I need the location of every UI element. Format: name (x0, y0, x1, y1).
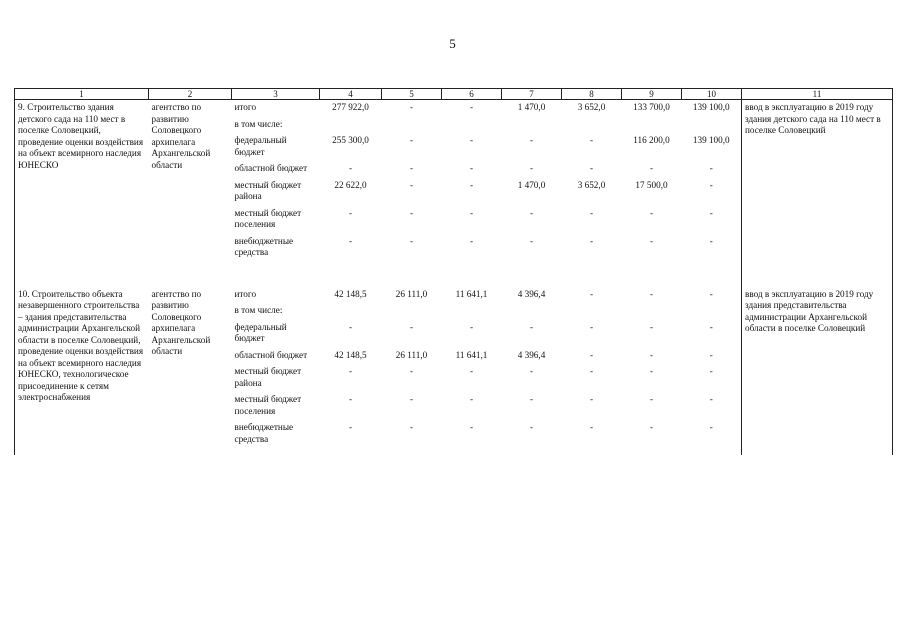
funding-value: - (589, 135, 594, 145)
funding-value: - (348, 235, 353, 246)
funding-value: - (589, 366, 594, 376)
project-title: 10. Строительство объекта незавершенного строительства – здания представительства администрации Архангельской области в поселке Соловецкий, проведение оценки воздействия на объект всемирного наследия ЮНЕСКО, технологическое присоединение к сетям электроснабжения (15, 269, 149, 456)
funding-value: - (469, 163, 474, 173)
responsible-agency: агентство по развитию Соловецкого архипелага Архангельской области (151, 288, 211, 356)
funding-value: - (709, 349, 713, 360)
funding-value: - (409, 422, 414, 432)
funding-value: - (469, 422, 474, 432)
funding-value: - (709, 422, 713, 432)
funding-value (502, 114, 562, 131)
funding-value: - (409, 179, 414, 190)
funding-value: - (348, 422, 353, 432)
funding-value: - (649, 235, 654, 246)
funding-source: местный бюджет района (234, 366, 302, 388)
funding-value: - (529, 422, 534, 432)
page-number: 5 (449, 36, 456, 51)
funding-source: итого (234, 288, 257, 299)
funding-value: 1 470,0 (517, 102, 546, 112)
column-header: 1 (15, 89, 149, 100)
funding-value: 1 470,0 (517, 179, 546, 190)
expected-result: ввод в эксплуатацию в 2019 году здания детского сада на 110 мест в поселке Соловецкий (742, 100, 893, 269)
column-header: 5 (382, 89, 442, 100)
funding-value (682, 300, 742, 317)
funding-value: - (709, 394, 713, 404)
funding-value: 42 148,5 (334, 349, 367, 360)
funding-value (682, 114, 742, 131)
funding-value (442, 114, 502, 131)
funding-source: областной бюджет (234, 163, 308, 173)
funding-value: 3 652,0 (577, 102, 606, 112)
funding-value: - (469, 102, 474, 112)
funding-value (562, 114, 622, 131)
funding-value: - (709, 321, 713, 332)
funding-value: - (529, 394, 534, 404)
funding-value: 26 111,0 (395, 349, 428, 360)
responsible-agency: агентство по развитию Соловецкого архипелага Архангельской области (151, 102, 211, 170)
column-header: 6 (442, 89, 502, 100)
funding-value: - (469, 135, 474, 145)
funding-value: - (409, 207, 414, 218)
funding-value: - (589, 349, 594, 360)
funding-value: 42 148,5 (334, 288, 367, 299)
funding-value (320, 300, 382, 317)
funding-value (622, 300, 682, 317)
funding-source: в том числе: (234, 305, 283, 315)
funding-value: - (709, 288, 713, 299)
funding-value: 22 622,0 (334, 179, 367, 190)
column-header: 3 (232, 89, 320, 100)
funding-value: - (649, 288, 654, 299)
table-row (15, 100, 893, 114)
funding-value: - (409, 163, 414, 173)
funding-value: - (589, 235, 594, 246)
column-header: 7 (502, 89, 562, 100)
funding-value: - (348, 163, 353, 173)
funding-value: - (709, 366, 713, 376)
funding-value (382, 114, 442, 131)
expected-result: ввод в эксплуатацию в 2019 году здания представительства администрации Архангельской области в поселке Соловецкий (742, 269, 893, 456)
column-header: 9 (622, 89, 682, 100)
funding-value: - (469, 179, 474, 190)
funding-value: - (469, 235, 474, 246)
funding-value: - (649, 366, 654, 376)
funding-source: итого (234, 102, 257, 112)
funding-value: - (649, 422, 654, 432)
funding-value: - (649, 349, 654, 360)
funding-value: - (709, 235, 713, 246)
column-header: 11 (742, 89, 893, 100)
funding-value: - (649, 207, 654, 218)
funding-value: 255 300,0 (332, 135, 369, 145)
funding-value: - (348, 321, 353, 332)
funding-value: - (529, 366, 534, 376)
funding-value: 26 111,0 (395, 288, 428, 299)
funding-value: - (589, 321, 594, 332)
funding-value: - (589, 394, 594, 404)
funding-value: 17 500,0 (635, 179, 668, 190)
funding-value: - (409, 102, 414, 112)
funding-value: - (649, 394, 654, 404)
column-header: 4 (320, 89, 382, 100)
funding-value: - (529, 163, 534, 173)
funding-value: - (469, 321, 474, 332)
column-header: 2 (149, 89, 232, 100)
funding-value: - (589, 163, 594, 173)
funding-source: внебюджетные средства (234, 235, 294, 257)
funding-value: - (529, 135, 534, 145)
funding-value: - (348, 207, 353, 218)
funding-value: - (409, 366, 414, 376)
funding-source: федеральный бюджет (234, 135, 287, 157)
funding-value: - (709, 179, 713, 190)
funding-source: внебюджетные средства (234, 422, 294, 444)
funding-value: 4 396,4 (517, 288, 546, 299)
funding-value: - (589, 422, 594, 432)
funding-value: - (589, 207, 594, 218)
funding-value: - (348, 366, 353, 376)
funding-value: 3 652,0 (577, 179, 606, 190)
funding-value: - (529, 321, 534, 332)
funding-source: местный бюджет поселения (234, 394, 302, 416)
funding-value: 133 700,0 (633, 102, 670, 112)
funding-value (562, 300, 622, 317)
funding-value: - (409, 235, 414, 246)
funding-value: - (649, 163, 654, 173)
funding-value: - (529, 235, 534, 246)
funding-value: - (409, 135, 414, 145)
table-body (15, 100, 893, 456)
column-header: 10 (682, 89, 742, 100)
table-row (15, 269, 893, 301)
funding-value: - (649, 321, 654, 332)
funding-value (622, 114, 682, 131)
funding-value: 4 396,4 (517, 349, 546, 360)
funding-value (502, 300, 562, 317)
funding-source: областной бюджет (234, 349, 308, 360)
funding-value: 139 100,0 (692, 102, 730, 112)
funding-value: - (589, 288, 594, 299)
funding-source: в том числе: (234, 118, 283, 129)
funding-value: 11 641,1 (455, 288, 488, 299)
funding-value (382, 300, 442, 317)
funding-value: - (409, 321, 414, 332)
funding-value: - (409, 394, 414, 404)
funding-value: 139 100,0 (692, 135, 730, 145)
funding-value: - (709, 207, 713, 218)
program-table (14, 88, 893, 455)
funding-value: 116 200,0 (633, 135, 670, 145)
funding-source: местный бюджет района (234, 179, 302, 201)
funding-source: местный бюджет поселения (234, 207, 302, 229)
funding-value (442, 300, 502, 317)
column-header: 8 (562, 89, 622, 100)
funding-value (320, 114, 382, 131)
funding-source: федеральный бюджет (234, 321, 287, 343)
funding-value: - (529, 207, 534, 218)
funding-value: 277 922,0 (332, 102, 369, 112)
project-title: 9. Строительство здания детского сада на 110 мест в поселке Соловецкий, проведение оценки воздействия на объект всемирного наследия ЮНЕСКО (15, 100, 149, 269)
funding-value: - (348, 394, 353, 404)
funding-value: - (469, 394, 474, 404)
funding-value: 11 641,1 (455, 349, 488, 360)
funding-value: - (709, 163, 713, 173)
funding-value: - (469, 366, 474, 376)
column-number-header (15, 89, 893, 100)
funding-value: - (469, 207, 474, 218)
